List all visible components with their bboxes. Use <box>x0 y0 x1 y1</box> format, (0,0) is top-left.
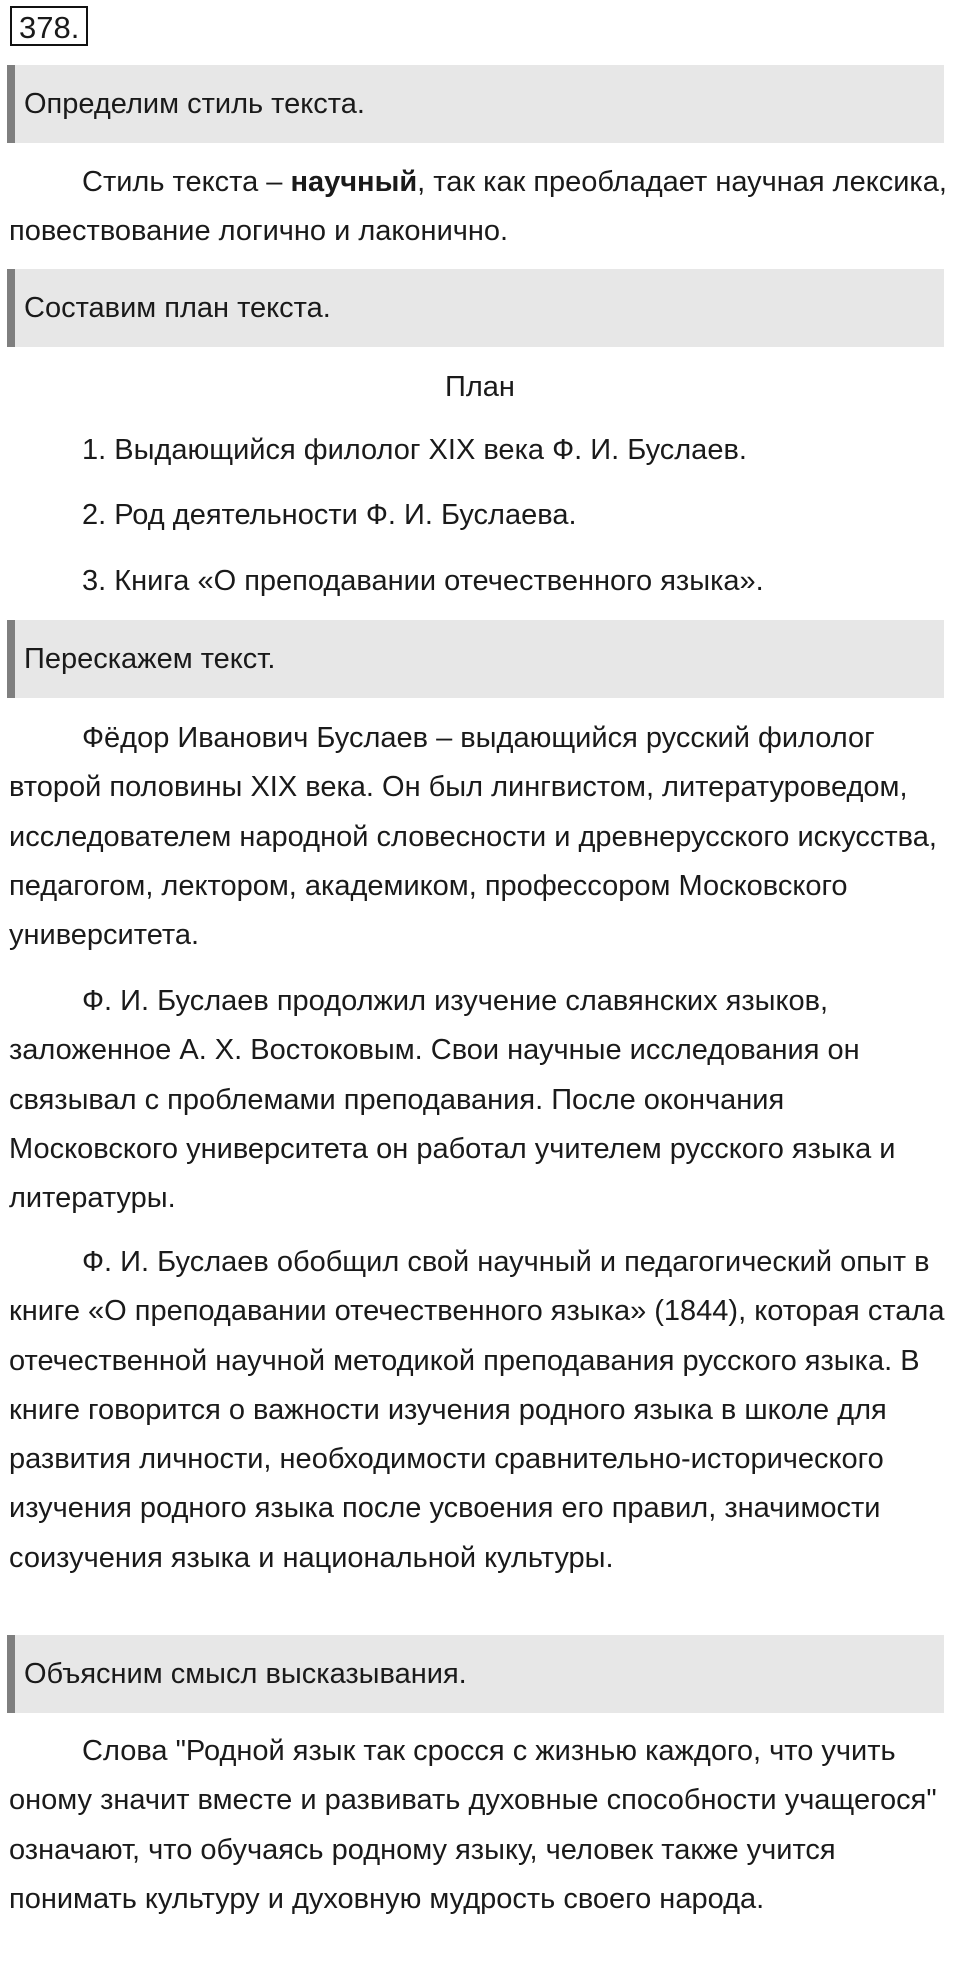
retell-paragraph-2: Ф. И. Буслаев продолжил изучение славянских языков, заложенное А. Х. Востоковым. Свои научные исследования он связывал с проблемами преподавания. После окончания Московского университета он работал учителем русского языка и литературы. <box>9 985 896 1215</box>
task-number: 378. <box>10 6 88 46</box>
plan-title: План <box>445 371 515 403</box>
heading-retell: Перескажем текст. <box>7 620 944 698</box>
heading-style: Определим стиль текста. <box>7 65 944 143</box>
meaning-paragraph: Слова "Родной язык так сросся с жизнью каждого, что учить оному значит вместе и развивать духовные способности учащегося" означают, что обучаясь родному языку, человек также учится понимать культуру и духовную мудрость своего народа. <box>9 1735 937 1915</box>
plan-item-1: 1. Выдающийся филолог XIX века Ф. И. Буслаев. <box>82 434 747 466</box>
heading-plan: Составим план текста. <box>7 269 944 347</box>
retell-paragraph-3: Ф. И. Буслаев обобщил свой научный и педагогический опыт в книге «О преподавании отечественного языка» (1844), которая стала отечественной научной методикой преподавания русского языка. В книге говорится о важности изучения родного языка в школе для развития личности, необходимости сравнительно-исторического изучения родного языка после усвоения его правил, значимости соизучения языка и национальной культуры. <box>9 1246 945 1574</box>
style-paragraph <box>9 158 957 257</box>
plan-item-2: 2. Род деятельности Ф. И. Буслаева. <box>82 499 577 531</box>
heading-meaning: Объясним смысл высказывания. <box>7 1635 944 1713</box>
style-text-before: Стиль текста – <box>82 166 291 198</box>
plan-item-3: 3. Книга «О преподавании отечественного языка». <box>82 565 764 597</box>
style-text-after: , так как преобладает научная лексика, повествование логично и лаконично. <box>9 166 947 248</box>
style-text-bold: научный <box>290 166 418 198</box>
retell-paragraph-1: Фёдор Иванович Буслаев – выдающийся русский филолог второй половины XIX века. Он был лингвистом, литературоведом, исследователем народной словесности и древнерусского искусства, педагогом, лектором, академиком, профессором Московского университета. <box>9 722 937 952</box>
